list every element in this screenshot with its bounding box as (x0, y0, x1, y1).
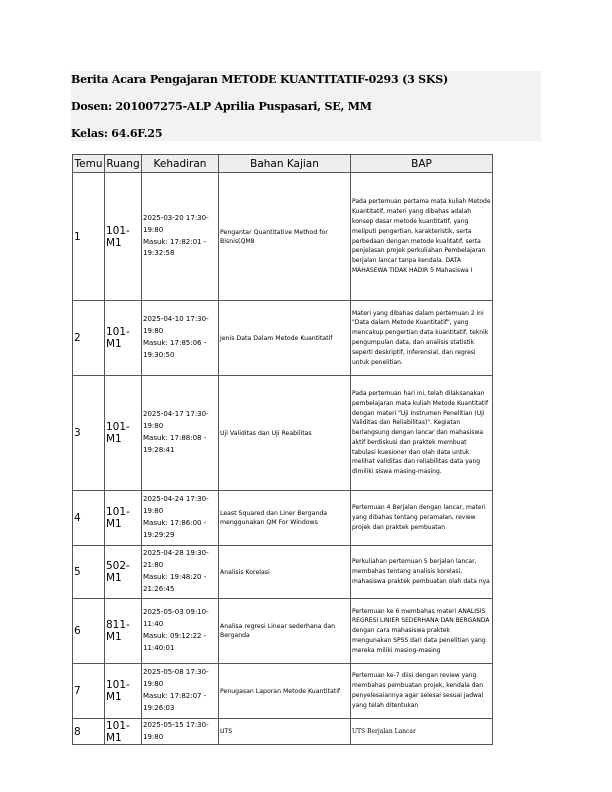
check-in-time: Masuk: 09:12:22 - 11:40:01 (143, 632, 207, 652)
kehadiran-cell (142, 173, 219, 301)
bahan-kajian-cell: Uji Validitas dan Uji Reabilitas (219, 376, 351, 491)
class-line: Kelas: 64.6F.25 (71, 127, 163, 140)
temu-cell: 1 (73, 173, 105, 301)
table-row (73, 664, 493, 719)
check-in-time: Masuk: 17:86:00 - 19:29:29 (143, 519, 207, 539)
bahan-kajian-cell: UTS (219, 719, 351, 745)
table-row (73, 546, 493, 599)
ruang-cell: 101-M1 (105, 491, 142, 546)
bap-cell: Pertemuan ke 6 membahas materi ANALISIS REGRESI LINIER SEDERHANA DAN BERGANDA dengan cara mahasiswa praktek mengunakan SPSS dari data penelitian yang mereka miliki masing-masing (351, 599, 493, 664)
bap-cell: Pertemuan 4 Berjalan dengan lancar, materi yang dibahas tentang peramalan, review projek dan praktek pembuatan (351, 491, 493, 546)
check-in-time: Masuk: 19:48:20 - 21:26:45 (143, 573, 207, 593)
temu-cell: 4 (73, 491, 105, 546)
schedule-time: 2025-04-17 17:30-19:80 (143, 410, 209, 431)
kehadiran-cell (142, 301, 219, 376)
schedule-time: 2025-03-20 17:30-19:80 (143, 213, 209, 234)
schedule-time: 2025-05-03 09:10-11:40 (143, 608, 209, 629)
bahan-kajian-cell: Analisa regresi Linear sederhana dan Berganda (219, 599, 351, 664)
kehadiran-cell (142, 599, 219, 664)
bap-cell: UTS Berjalan Lancar (351, 719, 493, 745)
table-header-row (73, 155, 493, 173)
kehadiran-cell (142, 546, 219, 599)
temu-cell: 2 (73, 301, 105, 376)
bahan-kajian-cell: Penugasan Laporan Metode Kuantitatif (219, 664, 351, 719)
bahan-kajian-cell: Jenis Data Dalam Metode Kuantitatif (219, 301, 351, 376)
bap-cell: Perkuliahan pertemuan 5 berjalan lancar, membahas tentang analisis korelasi, mahasiswa praktek pembuatan olah data nya (351, 546, 493, 599)
report-title: Berita Acara Pengajaran METODE KUANTITATIF-0293 (3 SKS) (71, 73, 449, 86)
kehadiran-cell (142, 719, 219, 745)
table-row (73, 719, 493, 745)
ruang-cell: 811-M1 (105, 599, 142, 664)
col-kehadiran-header: Kehadiran (142, 155, 219, 173)
kehadiran-cell (142, 491, 219, 546)
report-header (71, 71, 541, 141)
lecturer-line: Dosen: 201007275-ALP Aprilia Puspasari, SE, MM (71, 100, 372, 113)
temu-cell: 7 (73, 664, 105, 719)
check-in-time: Masuk: 17:82:01 - 19:32:58 (143, 237, 207, 258)
table-row (73, 599, 493, 664)
ruang-cell: 101-M1 (105, 376, 142, 491)
col-bahan-header: Bahan Kajian (219, 155, 351, 173)
schedule-time: 2025-05-08 17:30-19:80 (143, 668, 209, 689)
schedule-time: 2025-05-15 17:30-19:80 (143, 720, 209, 741)
ruang-cell: 101-M1 (105, 664, 142, 719)
schedule-time: 2025-04-10 17:30-19:80 (143, 315, 209, 336)
schedule-time: 2025-04-28 19:30-21:80 (143, 549, 209, 570)
col-ruang-header: Ruang (105, 155, 142, 173)
check-in-time: Masuk: 17:85:06 - 19:30:50 (143, 339, 207, 359)
bahan-kajian-cell: Pengantar Quantitative Method for Bisnis(QM8 (219, 173, 351, 301)
bap-cell: Pertemuan ke-7 diisi dengan review yang membahas pembuatan projek, kendala dan penyelesaiannya agar selesai sesuai jadwal yang telah ditentukan (351, 664, 493, 719)
bap-cell: Pada pertemuan hari ini, telah dilaksanakan pembelajaran mata kuliah Metode Kuantitatif dengan materi "Uji Instrumen Penelitian (Uji Validitas dan Reliabilitas)". Kegiatan berlangsung dengan lancar dan mahasiswa aktif berdiskusi dan praktek membuat tabulasi kuesioner dan olah data untuk melihat validitas dan reliabilitas data yang dimiliki siswa masing-masing. (351, 376, 493, 491)
temu-cell: 3 (73, 376, 105, 491)
temu-cell: 6 (73, 599, 105, 664)
bahan-kajian-cell: Analisis Korelasi (219, 546, 351, 599)
bap-cell: Materi yang dibahas dalam pertemuan 2 ini "Data dalam Metode Kuantitatif", yang mencakup pengertian data kuantitatif, teknik pengumpulan data, dan analisis statistik seperti deskriptif, inferensial, dan regresi untuk penelitian. (351, 301, 493, 376)
kehadiran-cell (142, 376, 219, 491)
col-bap-header: BAP (351, 155, 493, 173)
ruang-cell: 101-M1 (105, 173, 142, 301)
table-row (73, 491, 493, 546)
check-in-time: Masuk: 17:82:07 - 19:26:03 (143, 692, 207, 712)
col-temu-header: Temu (73, 155, 105, 173)
table-row (73, 376, 493, 491)
check-in-time: Masuk: 17:88:08 - 19:28:41 (143, 434, 207, 454)
table-row (73, 173, 493, 301)
bap-cell: Pada pertemuan pertama mata kuliah Metode Kuantitatif, materi yang dibahas adalah konsep dasar metode kuantitatif, yang meliputi pengertian, karakteristik, serta perbedaan dengan metode kualitatif. serta penjelasan projek perkuliahan Pembelajaran berjalan lancar tanpa kendala. DATA MAHASEWA TIDAK HADIR 5 Mahasiswa I (351, 173, 493, 301)
ruang-cell: 502-M1 (105, 546, 142, 599)
schedule-time: 2025-04-24 17:30-19:80 (143, 495, 209, 516)
table-row (73, 301, 493, 376)
bahan-kajian-cell: Least Squared dan Liner Berganda menggunakan QM For Windows (219, 491, 351, 546)
ruang-cell: 101-M1 (105, 719, 142, 745)
temu-cell: 5 (73, 546, 105, 599)
attendance-table (72, 154, 493, 745)
kehadiran-cell (142, 664, 219, 719)
ruang-cell: 101-M1 (105, 301, 142, 376)
temu-cell: 8 (73, 719, 105, 745)
